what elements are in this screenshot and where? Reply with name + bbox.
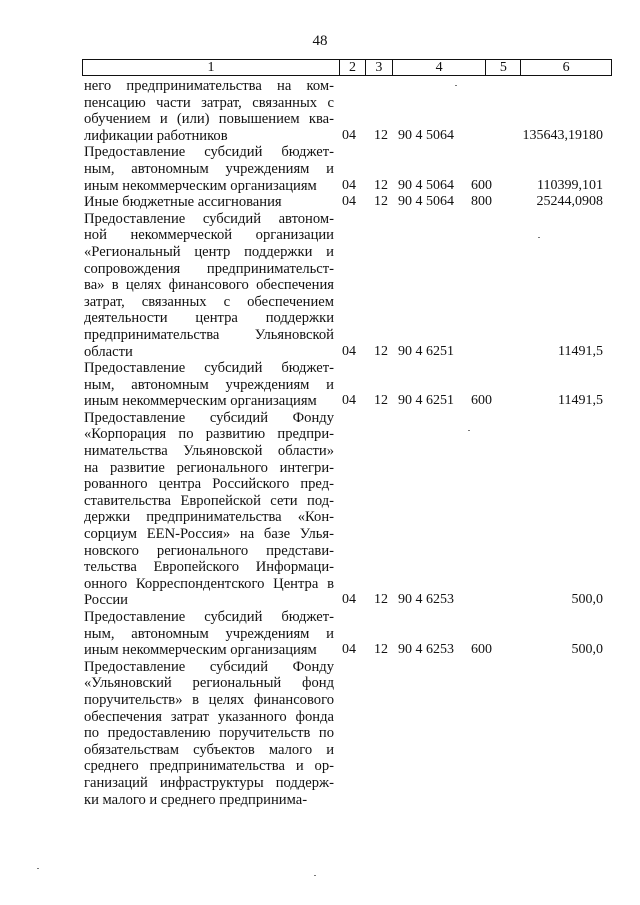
row-cell-col-2: 04 — [342, 343, 356, 359]
row-text-line: области — [84, 343, 133, 360]
row-text-line: ки малого и среднего предпринима- — [84, 791, 308, 808]
row-text-line: иным некоммерческим организациям — [84, 177, 317, 194]
row-text-line: Предоставление субсидий Фонду — [84, 409, 334, 426]
row-text-line: ставительства Европейской сети под- — [84, 492, 334, 509]
row-text-line: нимательства Ульяновской области» — [84, 443, 334, 460]
table-row — [84, 144, 612, 194]
table-row — [84, 78, 612, 144]
row-cell-col-6: 135643,19180 — [522, 127, 603, 143]
row-text-line: поручительств» в целях финансового — [84, 691, 334, 708]
scan-speck — [314, 875, 316, 876]
row-text-line: новского регионального представи- — [84, 542, 334, 559]
row-cell-col-6: 500,0 — [571, 592, 603, 608]
table-row — [84, 360, 612, 410]
row-cell-col-3: 12 — [374, 592, 388, 608]
table-row — [84, 410, 612, 609]
row-cell-col-5: 600 — [471, 393, 492, 409]
row-text-line: держки предпринимательства «Кон- — [84, 509, 334, 526]
table-row — [84, 659, 612, 808]
row-cell-col-3: 12 — [374, 194, 388, 210]
row-cell-col-5: 600 — [471, 177, 492, 193]
row-text-line: сорциум EEN-Россия» на базе Улья- — [84, 526, 334, 543]
row-cell-col-6: 500,0 — [571, 642, 603, 658]
row-text-line: лификации работников — [84, 127, 228, 144]
row-text-line: сопровождения предпринимательст- — [84, 260, 334, 277]
table-row — [84, 609, 612, 659]
row-text-line: Предоставление субсидий автоном- — [84, 210, 334, 227]
row-cell-col-4: 90 4 6251 — [398, 393, 454, 409]
row-cell-col-3: 12 — [374, 177, 388, 193]
row-text-line: «Ульяновский региональный фонд — [84, 675, 334, 692]
row-text-line: Иные бюджетные ассигнования — [84, 194, 282, 211]
table-body — [84, 78, 612, 808]
row-text-line: ганизаций инфраструктуры поддерж- — [84, 774, 334, 791]
row-text-line: России — [84, 592, 128, 609]
row-text-line: обязательствам субъектов малого и — [84, 741, 334, 758]
row-cell-col-5: 600 — [471, 642, 492, 658]
table-row — [84, 211, 612, 360]
row-text-line: среднего предпринимательства и ор- — [84, 758, 334, 775]
scan-speck — [37, 868, 39, 869]
row-cell-col-3: 12 — [374, 127, 388, 143]
row-text-line: рованного центра Российского пред- — [84, 476, 334, 493]
row-text-line: ва» в целях финансового обеспечения — [84, 277, 334, 294]
row-cell-col-4: 90 4 5064 — [398, 194, 454, 210]
row-cell-col-3: 12 — [374, 393, 388, 409]
page-number: 48 — [312, 33, 328, 49]
row-cell-col-2: 04 — [342, 393, 356, 409]
row-text-line: Предоставление субсидий бюджет- — [84, 144, 334, 161]
row-text-line: онного Корреспондентского Центра в — [84, 575, 334, 592]
header-col-2: 2 — [340, 60, 366, 75]
row-text-line: обучением и (или) повышением ква- — [84, 111, 334, 128]
header-col-5: 5 — [486, 60, 521, 75]
table-header — [82, 59, 612, 76]
scan-speck — [455, 85, 457, 86]
row-text-line: «Корпорация по развитию предпри- — [84, 426, 334, 443]
row-text-line: деятельности центра поддержки — [84, 310, 334, 327]
row-cell-col-2: 04 — [342, 127, 356, 143]
row-cell-col-4: 90 4 5064 — [398, 127, 454, 143]
row-cell-col-6: 11491,5 — [558, 343, 603, 359]
row-text-line: обеспечения затрат указанного фонда — [84, 708, 334, 725]
row-text-line: на развитие регионального интегри- — [84, 459, 334, 476]
row-text-line: «Региональный центр поддержки и — [84, 243, 334, 260]
row-text-line: ным, автономным учреждениям и — [84, 625, 334, 642]
table-row — [84, 194, 612, 211]
row-text-line: иным некоммерческим организациям — [84, 393, 317, 410]
row-text-line: Предоставление субсидий Фонду — [84, 658, 334, 675]
row-text-line: по предоставлению поручительств по — [84, 725, 334, 742]
row-cell-col-2: 04 — [342, 642, 356, 658]
row-cell-col-6: 11491,5 — [558, 393, 603, 409]
row-text-line: ной некоммерческой организации — [84, 227, 334, 244]
row-cell-col-2: 04 — [342, 177, 356, 193]
row-cell-col-6: 110399,101 — [537, 177, 603, 193]
row-text-line: Предоставление субсидий бюджет- — [84, 609, 334, 625]
header-col-6: 6 — [562, 60, 570, 75]
row-text-line: него предпринимательства на ком- — [84, 78, 334, 94]
row-cell-col-5: 800 — [471, 194, 492, 210]
row-text-line: иным некоммерческим организациям — [84, 642, 317, 659]
header-col-3: 3 — [366, 60, 393, 75]
row-cell-col-6: 25244,0908 — [536, 194, 603, 210]
row-text-line: тельства Европейского Информаци- — [84, 559, 334, 576]
row-text-line: предпринимательства Ульяновской — [84, 326, 334, 343]
row-cell-col-2: 04 — [342, 592, 356, 608]
header-col-1: 1 — [83, 60, 340, 75]
row-cell-col-2: 04 — [342, 194, 356, 210]
row-cell-col-3: 12 — [374, 642, 388, 658]
row-text-line: пенсацию части затрат, связанных с — [84, 94, 334, 111]
row-cell-col-3: 12 — [374, 343, 388, 359]
row-cell-col-4: 90 4 6253 — [398, 642, 454, 658]
row-cell-col-4: 90 4 6251 — [398, 343, 454, 359]
row-cell-col-4: 90 4 5064 — [398, 177, 454, 193]
scan-speck — [468, 430, 470, 431]
scan-speck — [538, 237, 540, 238]
row-text-line: ным, автономным учреждениям и — [84, 160, 334, 177]
row-text-line: затрат, связанных с обеспечением — [84, 293, 334, 310]
header-col-4: 4 — [393, 60, 487, 75]
row-text-line: ным, автономным учреждениям и — [84, 376, 334, 393]
row-text-line: Предоставление субсидий бюджет- — [84, 360, 334, 377]
row-cell-col-4: 90 4 6253 — [398, 592, 454, 608]
